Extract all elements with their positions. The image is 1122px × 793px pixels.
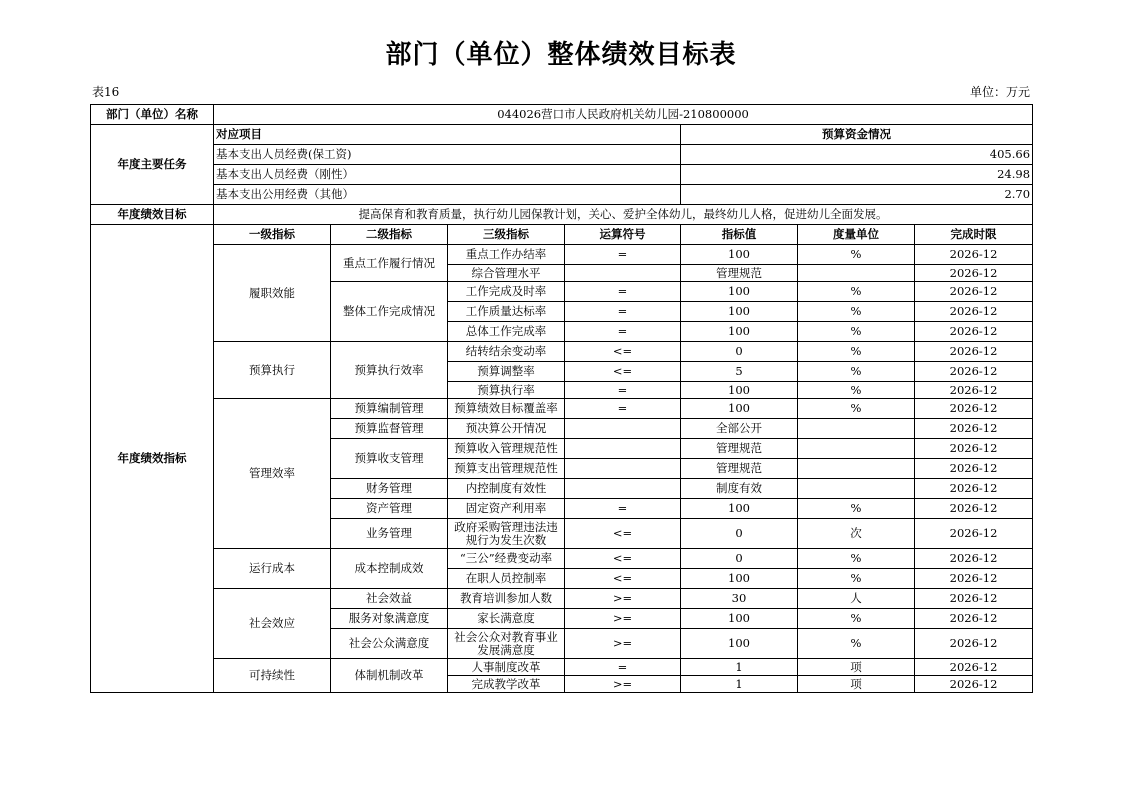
value-cell: 管理规范 xyxy=(681,265,798,282)
task-name: 基本支出人员经费（刚性） xyxy=(214,165,681,185)
annual-goal-text: 提高保育和教育质量，执行幼儿园保教计划，关心、爱护全体幼儿，最终幼儿人格，促进幼儿全面发展。 xyxy=(214,205,1033,225)
unit-cell: % xyxy=(798,609,915,629)
deadline-cell: 2026-12 xyxy=(915,676,1033,693)
level3-cell: 总体工作完成率 xyxy=(448,322,565,342)
level3-cell: 家长满意度 xyxy=(448,609,565,629)
deadline-cell: 2026-12 xyxy=(915,245,1033,265)
task-amount: 405.66 xyxy=(681,145,1033,165)
level3-cell: 重点工作办结率 xyxy=(448,245,565,265)
deadline-cell: 2026-12 xyxy=(915,382,1033,399)
level2-cell: 资产管理 xyxy=(331,499,448,519)
value-cell: 制度有效 xyxy=(681,479,798,499)
deadline-cell: 2026-12 xyxy=(915,629,1033,659)
level2-cell: 预算监督管理 xyxy=(331,419,448,439)
level2-cell: 预算执行效率 xyxy=(331,342,448,399)
value-cell: 1 xyxy=(681,659,798,676)
unit-cell xyxy=(798,459,915,479)
level2-cell: 体制机制改革 xyxy=(331,659,448,693)
value-cell: 0 xyxy=(681,342,798,362)
operator-cell: = xyxy=(565,399,681,419)
level3-cell: 预决算公开情况 xyxy=(448,419,565,439)
operator-cell: = xyxy=(565,322,681,342)
page-title: 部门（单位）整体绩效目标表 xyxy=(385,40,737,70)
table-number: 表16 xyxy=(92,85,120,99)
level3-cell: 结转结余变动率 xyxy=(448,342,565,362)
operator-cell: = xyxy=(565,302,681,322)
level3-cell: 政府采购管理违法违规行为发生次数 xyxy=(448,519,565,549)
performance-table xyxy=(90,104,1033,693)
level3-cell: 工作质量达标率 xyxy=(448,302,565,322)
operator-cell xyxy=(565,479,681,499)
header-unit: 度量单位 xyxy=(798,225,915,245)
level3-cell: 内控制度有效性 xyxy=(448,479,565,499)
value-cell: 100 xyxy=(681,629,798,659)
deadline-cell: 2026-12 xyxy=(915,499,1033,519)
deadline-cell: 2026-12 xyxy=(915,659,1033,676)
operator-cell xyxy=(565,459,681,479)
unit-cell: % xyxy=(798,569,915,589)
level3-cell: 在职人员控制率 xyxy=(448,569,565,589)
level1-cell: 管理效率 xyxy=(214,399,331,549)
value-cell: 100 xyxy=(681,302,798,322)
value-cell: 全部公开 xyxy=(681,419,798,439)
value-cell: 100 xyxy=(681,282,798,302)
unit-cell xyxy=(798,439,915,459)
operator-cell xyxy=(565,419,681,439)
operator-cell: >= xyxy=(565,676,681,693)
level3-cell: 预算执行率 xyxy=(448,382,565,399)
unit-cell: % xyxy=(798,399,915,419)
level3-cell: 预算绩效目标覆盖率 xyxy=(448,399,565,419)
value-cell: 100 xyxy=(681,245,798,265)
level2-cell: 业务管理 xyxy=(331,519,448,549)
level1-cell: 可持续性 xyxy=(214,659,331,693)
header-level3: 三级指标 xyxy=(448,225,565,245)
level2-cell: 服务对象满意度 xyxy=(331,609,448,629)
level1-cell: 预算执行 xyxy=(214,342,331,399)
operator-cell: = xyxy=(565,659,681,676)
unit-cell xyxy=(798,419,915,439)
level3-cell: 完成教学改革 xyxy=(448,676,565,693)
unit-cell: 项 xyxy=(798,676,915,693)
deadline-cell: 2026-12 xyxy=(915,589,1033,609)
operator-cell: >= xyxy=(565,589,681,609)
value-cell: 100 xyxy=(681,399,798,419)
value-cell: 30 xyxy=(681,589,798,609)
operator-cell: <= xyxy=(565,362,681,382)
unit-cell: % xyxy=(798,629,915,659)
unit-cell: % xyxy=(798,499,915,519)
level3-cell: 教育培训参加人数 xyxy=(448,589,565,609)
level3-cell: 社会公众对教育事业发展满意度 xyxy=(448,629,565,659)
unit-cell: % xyxy=(798,382,915,399)
level2-cell: 预算编制管理 xyxy=(331,399,448,419)
value-cell: 管理规范 xyxy=(681,439,798,459)
level2-cell: 成本控制成效 xyxy=(331,549,448,589)
task-amount: 2.70 xyxy=(681,185,1033,205)
value-cell: 5 xyxy=(681,362,798,382)
operator-cell: <= xyxy=(565,519,681,549)
operator-cell: = xyxy=(565,499,681,519)
dept-name-value: 044026营口市人民政府机关幼儿园-210800000 xyxy=(214,105,1033,125)
operator-cell: = xyxy=(565,282,681,302)
deadline-cell: 2026-12 xyxy=(915,399,1033,419)
unit-cell: % xyxy=(798,342,915,362)
deadline-cell: 2026-12 xyxy=(915,479,1033,499)
deadline-cell: 2026-12 xyxy=(915,282,1033,302)
deadline-cell: 2026-12 xyxy=(915,569,1033,589)
header-level1: 一级指标 xyxy=(214,225,331,245)
deadline-cell: 2026-12 xyxy=(915,362,1033,382)
unit-cell: % xyxy=(798,362,915,382)
level3-cell: 人事制度改革 xyxy=(448,659,565,676)
deadline-cell: 2026-12 xyxy=(915,322,1033,342)
operator-cell xyxy=(565,439,681,459)
level3-cell: 固定资产利用率 xyxy=(448,499,565,519)
unit-cell: % xyxy=(798,245,915,265)
operator-cell: <= xyxy=(565,569,681,589)
deadline-cell: 2026-12 xyxy=(915,549,1033,569)
deadline-cell: 2026-12 xyxy=(915,419,1033,439)
level3-cell: 预算调整率 xyxy=(448,362,565,382)
dept-name-label: 部门（单位）名称 xyxy=(91,105,214,125)
unit-cell: 次 xyxy=(798,519,915,549)
deadline-cell: 2026-12 xyxy=(915,439,1033,459)
unit-cell xyxy=(798,479,915,499)
level1-cell: 履职效能 xyxy=(214,245,331,342)
level3-cell: 预算收入管理规范性 xyxy=(448,439,565,459)
header-deadline: 完成时限 xyxy=(915,225,1033,245)
header-operator: 运算符号 xyxy=(565,225,681,245)
deadline-cell: 2026-12 xyxy=(915,609,1033,629)
unit-cell: 人 xyxy=(798,589,915,609)
annual-tasks-label: 年度主要任务 xyxy=(91,125,214,205)
value-cell: 管理规范 xyxy=(681,459,798,479)
task-name: 基本支出人员经费(保工资) xyxy=(214,145,681,165)
operator-cell: <= xyxy=(565,342,681,362)
deadline-cell: 2026-12 xyxy=(915,342,1033,362)
level3-cell: 预算支出管理规范性 xyxy=(448,459,565,479)
unit-cell: % xyxy=(798,322,915,342)
operator-cell: = xyxy=(565,245,681,265)
header-value: 指标值 xyxy=(681,225,798,245)
header-level2: 二级指标 xyxy=(331,225,448,245)
level3-cell: “三公”经费变动率 xyxy=(448,549,565,569)
task-name: 基本支出公用经费（其他） xyxy=(214,185,681,205)
level1-cell: 运行成本 xyxy=(214,549,331,589)
operator-cell: = xyxy=(565,382,681,399)
level2-cell: 整体工作完成情况 xyxy=(331,282,448,342)
annual-goal-label: 年度绩效目标 xyxy=(91,205,214,225)
value-cell: 100 xyxy=(681,322,798,342)
value-cell: 100 xyxy=(681,382,798,399)
value-cell: 0 xyxy=(681,519,798,549)
operator-cell: <= xyxy=(565,549,681,569)
value-cell: 0 xyxy=(681,549,798,569)
level1-cell: 社会效应 xyxy=(214,589,331,659)
value-cell: 100 xyxy=(681,569,798,589)
deadline-cell: 2026-12 xyxy=(915,265,1033,282)
deadline-cell: 2026-12 xyxy=(915,459,1033,479)
indicators-label: 年度绩效指标 xyxy=(91,225,214,693)
value-cell: 100 xyxy=(681,609,798,629)
unit-cell: 项 xyxy=(798,659,915,676)
deadline-cell: 2026-12 xyxy=(915,302,1033,322)
deadline-cell: 2026-12 xyxy=(915,519,1033,549)
unit-cell: % xyxy=(798,282,915,302)
level2-cell: 预算收支管理 xyxy=(331,439,448,479)
unit-cell: % xyxy=(798,549,915,569)
level3-cell: 综合管理水平 xyxy=(448,265,565,282)
level3-cell: 工作完成及时率 xyxy=(448,282,565,302)
value-cell: 1 xyxy=(681,676,798,693)
level2-cell: 财务管理 xyxy=(331,479,448,499)
operator-cell xyxy=(565,265,681,282)
unit-cell: % xyxy=(798,302,915,322)
level2-cell: 社会效益 xyxy=(331,589,448,609)
value-cell: 100 xyxy=(681,499,798,519)
level2-cell: 重点工作履行情况 xyxy=(331,245,448,282)
level2-cell: 社会公众满意度 xyxy=(331,629,448,659)
operator-cell: >= xyxy=(565,629,681,659)
unit-label: 单位：万元 xyxy=(969,85,1030,99)
operator-cell: >= xyxy=(565,609,681,629)
budget-header: 预算资金情况 xyxy=(681,125,1033,145)
task-amount: 24.98 xyxy=(681,165,1033,185)
project-header: 对应项目 xyxy=(214,125,681,145)
unit-cell xyxy=(798,265,915,282)
